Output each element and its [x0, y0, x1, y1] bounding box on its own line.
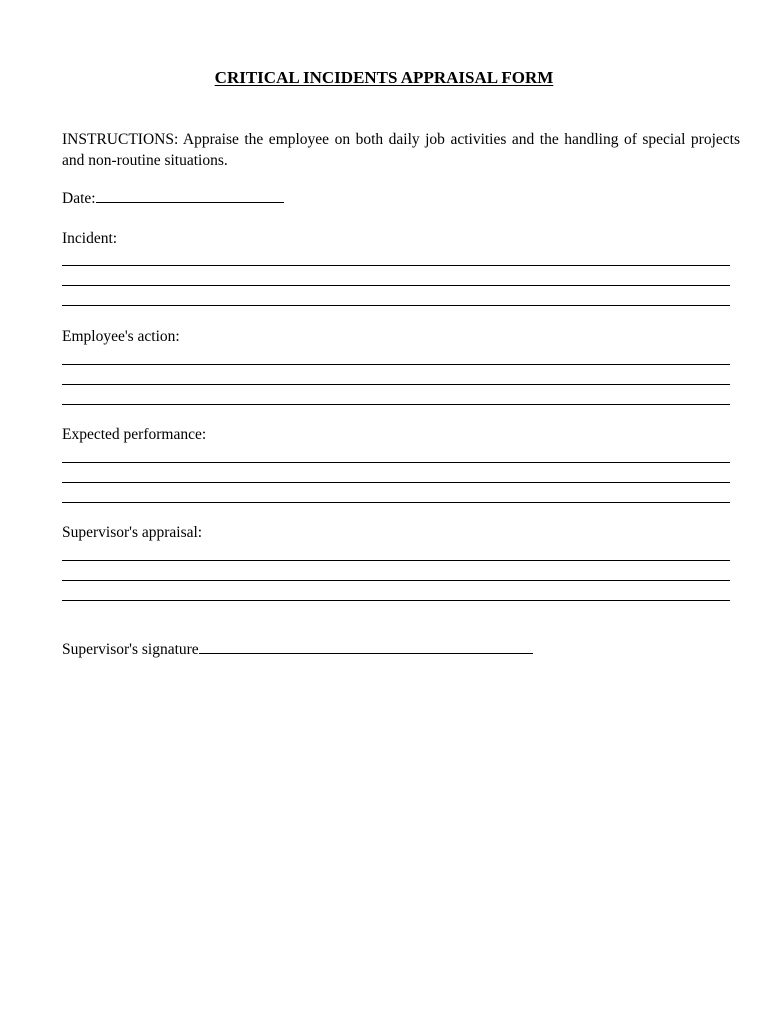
- form-title: [0, 68, 768, 88]
- signature-field: [62, 640, 533, 660]
- signature-blank-line[interactable]: [199, 641, 533, 654]
- employee-action-blank-line-3[interactable]: [62, 404, 730, 405]
- date-blank-line[interactable]: [96, 190, 284, 203]
- incident-blank-line-1[interactable]: [62, 265, 730, 266]
- expected-performance-blank-line-3[interactable]: [62, 502, 730, 503]
- expected-performance-blank-line-1[interactable]: [62, 462, 730, 463]
- date-label: Date:: [62, 190, 96, 207]
- supervisor-appraisal-blank-line-2[interactable]: [62, 580, 730, 581]
- expected-performance-blank-line-2[interactable]: [62, 482, 730, 483]
- date-field: [62, 189, 284, 209]
- incident-label: Incident:: [62, 230, 118, 247]
- form-title-text: CRITICAL INCIDENTS APPRAISAL FORM: [214, 68, 554, 87]
- employee-action-blank-line-2[interactable]: [62, 384, 730, 385]
- incident-blank-line-2[interactable]: [62, 285, 730, 286]
- employee-action-label: Employee's action:: [62, 328, 180, 345]
- incident-blank-line-3[interactable]: [62, 305, 730, 306]
- instructions-text: INSTRUCTIONS: Appraise the employee on both daily job activities and the handling of special projects and non-routine situations.: [62, 131, 740, 169]
- employee-action-blank-line-1[interactable]: [62, 364, 730, 365]
- expected-performance-label: Expected performance:: [62, 426, 207, 443]
- signature-label: Supervisor's signature: [62, 641, 199, 658]
- supervisor-appraisal-blank-line-1[interactable]: [62, 560, 730, 561]
- supervisor-appraisal-blank-line-3[interactable]: [62, 600, 730, 601]
- supervisor-appraisal-label: Supervisor's appraisal:: [62, 524, 203, 541]
